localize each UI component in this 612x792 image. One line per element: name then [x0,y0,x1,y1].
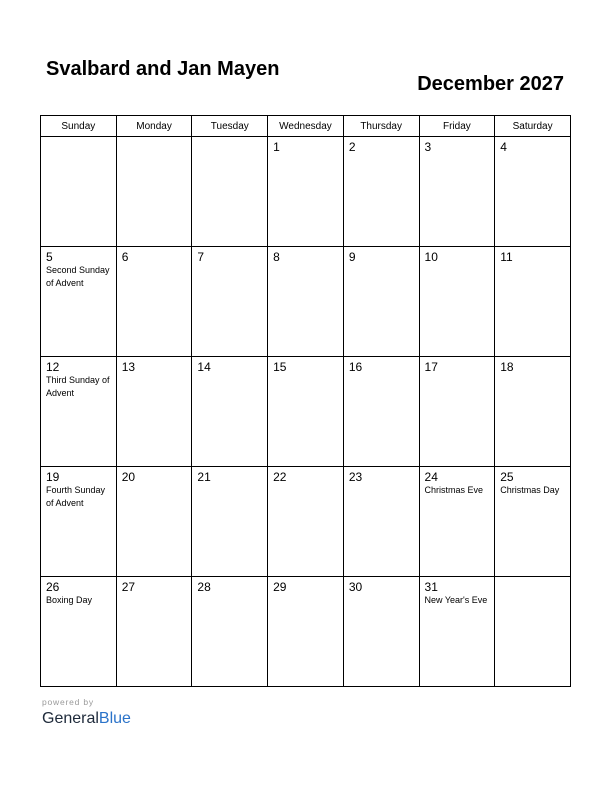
day-number: 17 [424,360,438,374]
calendar-week-row [41,467,571,577]
calendar-day-cell [343,577,419,687]
weekday-header: Friday [419,116,495,137]
generalblue-logo [42,708,131,730]
holiday-label: Third Sunday of Advent [46,375,110,398]
day-number: 26 [46,580,60,594]
calendar-day-cell [116,577,192,687]
calendar-day-cell [495,137,571,247]
day-number: 4 [500,140,507,154]
calendar-day-cell [495,247,571,357]
day-number: 8 [273,250,280,264]
powered-by-text: powered by [42,697,94,707]
day-number: 13 [121,360,136,374]
calendar-month-title: December 2027 [417,73,564,95]
calendar-day-cell [116,247,192,357]
calendar-day-cell [192,357,268,467]
day-number: 12 [46,360,60,374]
calendar-day-cell [495,577,571,687]
calendar-day-cell [419,247,495,357]
calendar-day-cell [41,247,117,357]
day-number: 25 [500,470,514,484]
calendar-day-cell [343,247,419,357]
logo-blue-text: Blue [98,710,131,727]
day-number: 7 [197,250,205,264]
calendar-day-cell [343,467,419,577]
calendar-day-cell [192,247,268,357]
calendar-week-row [41,247,571,357]
calendar-week-row [41,577,571,687]
day-number: 1 [273,140,280,154]
day-number: 22 [273,470,287,484]
weekday-header: Sunday [41,116,117,137]
day-number: 2 [348,140,356,154]
weekday-header: Monday [116,116,192,137]
holiday-label: Boxing Day [46,595,93,605]
day-number: 31 [424,580,438,594]
day-number: 11 [500,250,513,264]
day-number: 21 [197,470,211,484]
day-number: 30 [348,580,363,594]
day-number: 14 [197,360,211,374]
calendar-day-cell [268,577,344,687]
day-number: 9 [348,250,356,264]
calendar-day-cell [116,357,192,467]
calendar-day-cell [419,137,495,247]
holiday-label: Christmas Day [500,485,560,495]
weekday-header: Tuesday [192,116,268,137]
calendar-day-cell [343,137,419,247]
day-number: 15 [273,360,287,374]
day-number: 10 [424,250,438,264]
calendar-day-cell [268,467,344,577]
calendar-day-cell [41,467,117,577]
holiday-label: New Year's Eve [424,595,488,605]
calendar-day-cell [419,467,495,577]
weekday-header: Saturday [495,116,571,137]
calendar-day-cell [41,577,117,687]
calendar-day-cell [495,467,571,577]
holiday-label: Christmas Eve [424,485,484,495]
calendar-region-title: Svalbard and Jan Mayen [46,58,280,80]
footer-branding [42,697,131,730]
day-number: 27 [121,580,136,594]
day-number: 20 [121,470,136,484]
calendar-day-cell [41,357,117,467]
calendar-day-cell [343,357,419,467]
calendar-day-cell [419,357,495,467]
day-number: 24 [424,470,438,484]
day-number: 23 [348,470,363,484]
calendar-day-cell [116,137,192,247]
calendar-day-cell [419,577,495,687]
calendar-week-row [41,357,571,467]
weekday-header-row [41,116,571,137]
calendar-day-cell [116,467,192,577]
calendar-day-cell [41,137,117,247]
calendar-day-cell [192,577,268,687]
day-number: 19 [46,470,60,484]
holiday-label: Fourth Sunday of Advent [46,485,106,508]
day-number: 16 [348,360,363,374]
day-number: 3 [424,140,432,154]
day-number: 29 [273,580,287,594]
calendar-day-cell [192,137,268,247]
calendar-grid [40,115,571,687]
calendar-day-cell [192,467,268,577]
day-number: 18 [500,360,514,374]
holiday-label: Second Sunday of Advent [46,265,110,288]
weekday-header: Wednesday [268,116,344,137]
calendar-day-cell [495,357,571,467]
weekday-header: Thursday [343,116,419,137]
day-number: 5 [46,250,53,264]
calendar-day-cell [268,357,344,467]
calendar-day-cell [268,137,344,247]
day-number: 28 [197,580,211,594]
day-number: 6 [121,250,129,264]
calendar-week-row [41,137,571,247]
calendar-day-cell [268,247,344,357]
logo-general-text: General [42,710,99,727]
